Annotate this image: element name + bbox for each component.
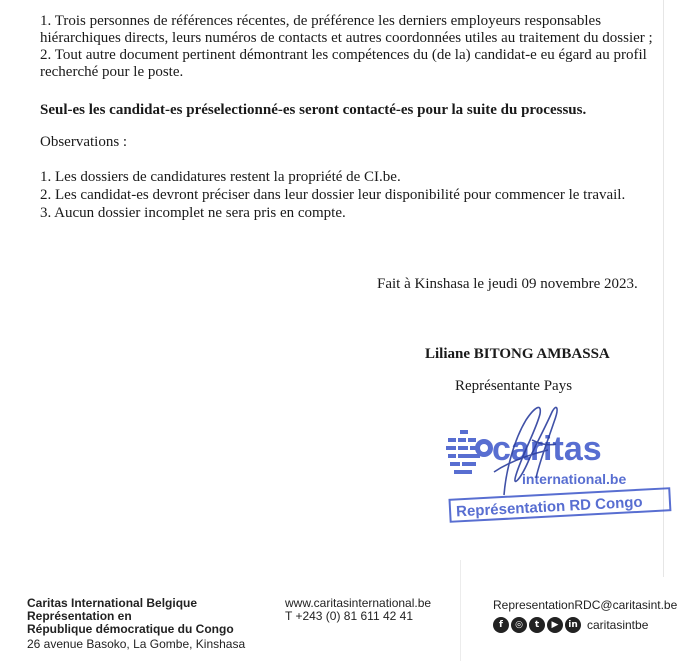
social-handle: caritasintbe [587,618,649,632]
facebook-icon[interactable]: f [493,617,509,633]
place-date: Fait à Kinshasa le jeudi 09 novembre 2023. [377,276,638,292]
requirement-2-line-1: 2. Tout autre document pertinent démontrant les compétences du (de la) candidat-e eu égard au profil [40,47,647,63]
requirement-1-line-2: hiérarchiques directs, leurs numéros de contacts et autres coordonnées utiles au traitement du dossier ; [40,30,653,46]
observation-item: 2. Les candidat-es devront préciser dans leur dossier leur disponibilité pour commencer le travail. [40,187,626,203]
stamp-banner-text: Représentation RD Congo [455,493,644,521]
social-links [493,617,648,633]
stamp-graphic [444,400,676,528]
observation-item: 1. Les dossiers de candidatures restent la propriété de CI.be. [40,169,401,185]
footer-address: 26 avenue Basoko, La Gombe, Kinshasa [27,637,246,651]
preselection-notice: Seul-es les candidat-es préselectionné-es seront contacté-es pour la suite du processus. [40,102,587,118]
tumblr-icon[interactable]: t [529,617,545,633]
requirement-2-line-2: recherché pour le poste. [40,64,184,80]
footer-divider [460,560,461,661]
instagram-icon[interactable]: ◎ [511,617,527,633]
linkedin-icon[interactable]: in [565,617,581,633]
stamp-sub-text: international.be [522,471,627,487]
footer-org-line-1: Caritas International Belgique [27,596,198,610]
observations-heading: Observations : [40,134,128,150]
footer-org-line-3: République démocratique du Congo [27,622,234,636]
footer-phone: T +243 (0) 81 611 42 41 [285,609,413,623]
caritas-stamp [444,400,676,528]
youtube-icon[interactable]: ▶ [547,617,563,633]
signatory-name: Liliane BITONG AMBASSA [425,346,610,362]
signatory-title: Représentante Pays [455,378,573,394]
caritas-logo-mark [446,430,493,474]
footer-website-link[interactable]: www.caritasinternational.be [285,596,432,610]
observation-item: 3. Aucun dossier incomplet ne sera pris en compte. [40,205,346,221]
requirement-1-line-1: 1. Trois personnes de références récentes, de préférence les derniers employeurs responsables [40,13,602,29]
stamp-brand-text: caritas [492,430,602,468]
footer-email-link[interactable]: RepresentationRDC@caritasint.be [493,598,678,612]
footer-org-line-2: Représentation en [27,609,132,623]
